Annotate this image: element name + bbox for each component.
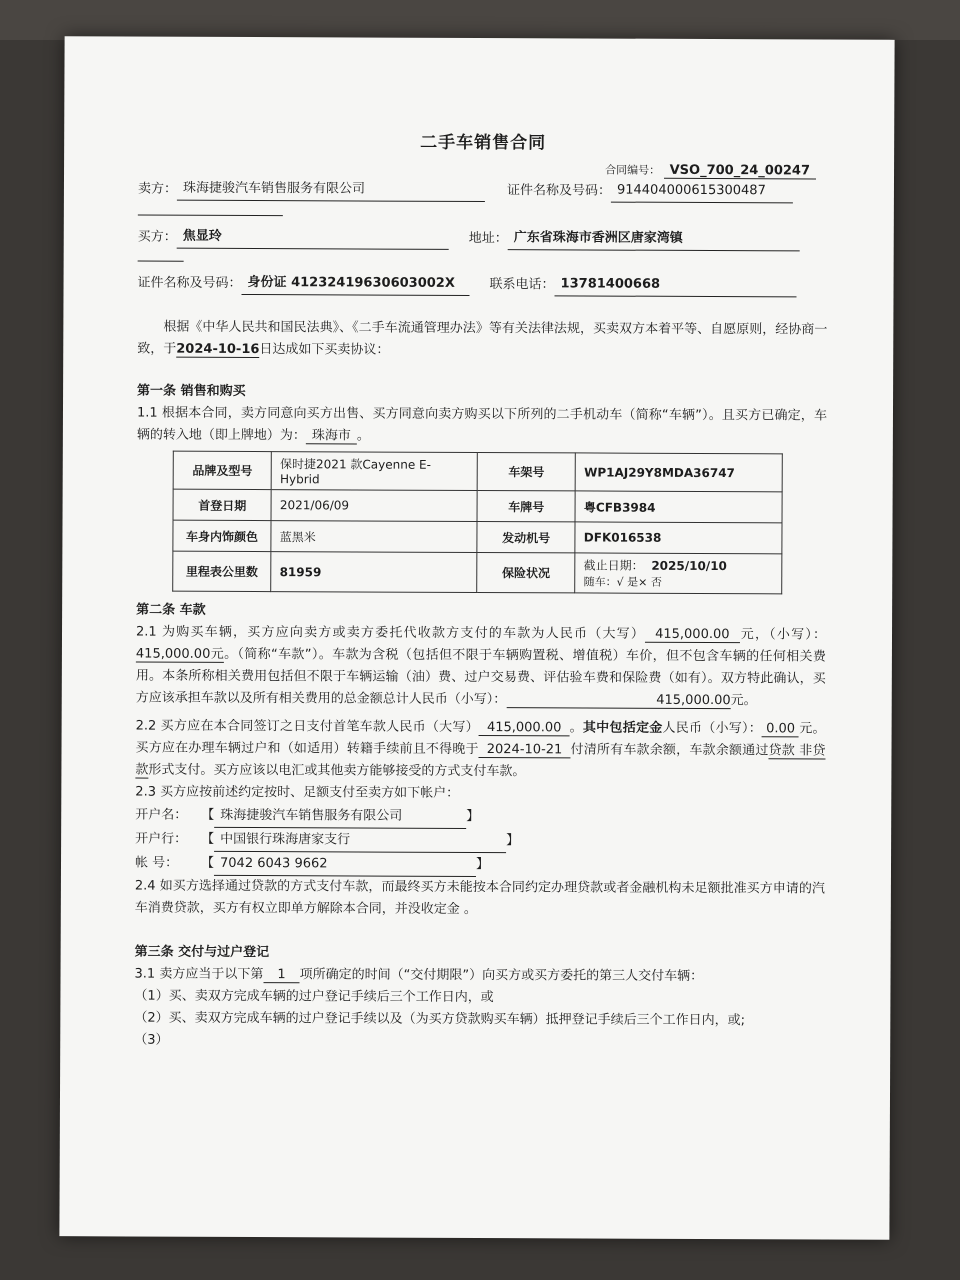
vehicle-table [172, 451, 783, 595]
clause-2-1-text-b: 元，（小写）： [739, 627, 827, 643]
insurance-deadline-label: 截止日期： [583, 558, 644, 573]
contract-content [134, 127, 828, 1055]
contract-number-row [138, 160, 816, 179]
color-value: 蓝黑米 [271, 521, 477, 553]
table-row [173, 520, 782, 554]
price-capital: 415,000.00 [645, 627, 740, 643]
deposit-label: 其中包括定金 [582, 720, 663, 736]
buyer-name: 焦显玲 [177, 226, 449, 250]
total-amount: 415,000.00 [506, 692, 731, 709]
buyer-id: 身份证 41232419630603002X [242, 272, 470, 296]
delivery-option-2: （2）买、卖双方完成车辆的过户登记手续以及（为买方贷款购买车辆）抵押登记手续后三个工作日内，或; [134, 1010, 746, 1029]
payment-method: 贷款 非贷款 [135, 743, 826, 778]
price-numeric: 415,000.00元 [135, 646, 225, 662]
insurance-value [575, 553, 782, 594]
clause-2-2-text-e: 付清所有车款余额，车款余额通过 [570, 742, 769, 759]
address-label: 地址： [468, 230, 508, 247]
first-reg-value: 2021/06/09 [271, 490, 477, 522]
clause-2-1 [136, 622, 826, 713]
clause-2-2-text-a: 2.2 买方应在本合同签订之日支付首笔车款人民币（大写） [135, 718, 479, 736]
account-number: 7042 6043 9662 [214, 852, 476, 877]
delivery-option-3: （3） [134, 1032, 169, 1048]
account-bank-label: 开户行： [135, 831, 188, 847]
section-2-title: 第二条 车款 [136, 602, 206, 618]
clause-2-2-text-b: 。 [569, 720, 583, 736]
insurance-label: 保险状况 [477, 552, 575, 592]
table-row [173, 489, 782, 523]
contract-number-label: 合同编号： [605, 163, 661, 177]
registration-city: 珠海市 [306, 428, 357, 444]
delivery-option-1: （1）买、卖双方完成车辆的过户登记手续后三个工作日内，或 [134, 988, 494, 1006]
plate-value: 粤CFB3984 [575, 491, 782, 523]
insurance-with-car: 随车：√ 是× 否 [583, 575, 662, 589]
first-reg-label: 首登日期 [173, 489, 271, 520]
section-1-title: 第一条 销售和购买 [137, 383, 246, 399]
contract-paper [59, 36, 894, 1240]
color-label: 车身内饰颜色 [173, 520, 271, 551]
clause-2-1-text-c: 。（简称“车款”）。车款为含税（包括但不限于车辆购置税、增值税）车价，但不包含车辆的任何相关费用。本条所称相关费用包括但不限于车辆运输（油）费、过户交易费、评估验车费和保险费（如有）。双方特此确认，买方应该承担车款以及所有相关费用的总金额总计人民币（小写）： [135, 646, 826, 708]
engine-label: 发动机号 [477, 521, 575, 552]
intro-paragraph [137, 317, 827, 364]
intro-text-a: 根据《中华人民共和国民法典》、《二手车流通管理办法》等有关法律法规，买卖双方本着平等、自愿原则，经协商一致，于 [137, 319, 828, 357]
vin-value: WP1AJ29Y8MDA36747 [576, 453, 783, 492]
account-bank-row: 开户行： 【 中国银行珠海唐家支行 】 [135, 828, 825, 855]
seller-label: 卖方： [137, 181, 178, 197]
table-row [173, 451, 782, 492]
phone-label: 联系电话： [489, 277, 555, 293]
seller-id: 914404000615300487 [611, 180, 793, 204]
buyer-address: 广东省珠海市香洲区唐家湾镇 [508, 227, 800, 251]
buyer-extra-line [138, 249, 184, 262]
first-payment: 415,000.00 [479, 720, 570, 736]
table-row [173, 551, 782, 594]
account-number-row: 帐 号： 【 7042 6043 9662 】 [135, 852, 825, 879]
background-surface [0, 0, 960, 40]
seller-row [138, 178, 828, 204]
account-name-label: 开户名： [135, 807, 188, 823]
mileage-label: 里程表公里数 [173, 551, 271, 591]
account-name-row: 开户名： 【 珠海捷骏汽车销售服务有限公司 】 [135, 804, 825, 831]
buyer-row [138, 226, 828, 252]
clause-2-4: 2.4 如买方选择通过贷款的方式支付车款，而最终买方未能按本合同约定办理贷款或者金融机构未足额批准买方申请的汽车消费贷款，买方有权立即单方解除本合同，并没收定金 。 [134, 878, 825, 918]
buyer-phone: 13781400668 [555, 273, 797, 297]
clause-2-2-text-f: 形式支付。买方应该以电汇或其他卖方能够接受的方式支付车款。 [148, 762, 526, 780]
brand-label: 品牌及型号 [173, 451, 271, 489]
seller-id-label: 证件名称及号码： [506, 183, 612, 199]
balance-deadline: 2024-10-21 [479, 742, 571, 758]
clause-2-1-text-d: 元。 [730, 693, 757, 709]
clause-2-2-text-c: 人民币（小写）： [662, 720, 763, 737]
contract-title: 二手车销售合同 [420, 132, 547, 154]
account-bank: 中国银行珠海唐家支行 [214, 828, 506, 853]
buyer-id-label: 证件名称及号码： [137, 275, 242, 291]
account-name: 珠海捷骏汽车销售服务有限公司 [214, 804, 466, 829]
insurance-deadline: 2025/10/10 [651, 558, 727, 574]
mileage-value: 81959 [271, 552, 477, 593]
clause-2-3: 2.3 买方应按前述约定按时、足额支付至卖方如下帐户： [135, 784, 460, 801]
account-number-label: 帐 号： [134, 855, 179, 871]
plate-label: 车牌号 [477, 490, 575, 521]
engine-value: DFK016538 [575, 522, 782, 554]
clause-1-1 [137, 403, 827, 450]
clause-3-1 [134, 964, 824, 989]
agreement-date: 2024-10-16 [176, 341, 260, 358]
clause-3-1-text-a: 3.1 卖方应当于以下第 [134, 966, 264, 983]
contract-number: VSO_700_24_00247 [664, 163, 817, 180]
brand-value: 保时捷2021 款Cayenne E-Hybrid [271, 452, 477, 491]
clause-3-1-text-b: 项所确定的时间（“交付期限”）向买方或买方委托的第三人交付车辆： [299, 967, 704, 984]
vin-label: 车架号 [477, 452, 575, 490]
clause-2-2 [135, 716, 825, 785]
clause-1-1-end: 。 [356, 428, 370, 444]
buyer-id-row [137, 272, 827, 298]
clause-2-1-text-a: 2.1 为购买车辆，买方应向卖方或卖方委托代收款方支付的车款为人民币（大写） [135, 624, 646, 642]
delivery-item: 1 [263, 967, 299, 983]
deposit-amount: 0.00 [762, 721, 799, 737]
clause-2-2-text-d: 元。买方应在办理车辆过户和（如适用）转籍手续前且不得晚于 [135, 721, 826, 758]
section-3-title: 第三条 交付与过户登记 [134, 944, 270, 961]
intro-text-b: 日达成如下买卖协议： [259, 342, 390, 358]
buyer-label: 买方： [137, 229, 177, 245]
clause-1-1-text: 1.1 根据本合同，卖方同意向买方出售、买方同意向卖方购买以下所列的二手机动车（简称“车辆”）。且买方已确定，车辆的转入地（即上牌地）为： [136, 405, 828, 444]
seller-extra-line [138, 201, 283, 217]
seller-name: 珠海捷骏汽车销售服务有限公司 [177, 178, 485, 202]
